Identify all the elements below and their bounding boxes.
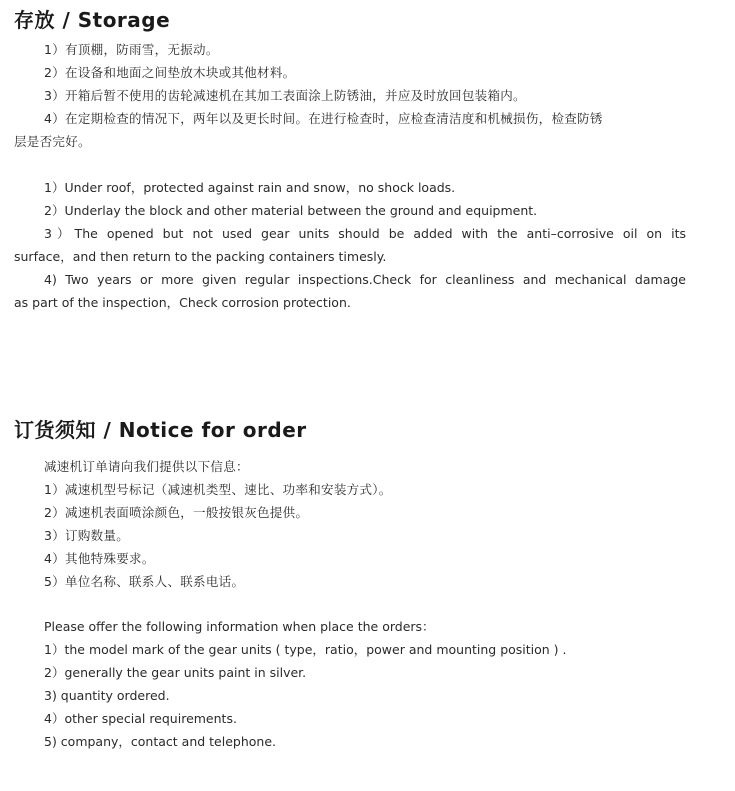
notice-cn-item-5: 5）单位名称、联系人、联系电话。 [44, 574, 245, 589]
storage-en-item-3-cont: surface，and then return to the packing containers timesly. [14, 249, 387, 264]
storage-cn-item-2: 2）在设备和地面之间垫放木块或其他材料。 [44, 65, 296, 80]
storage-heading: 存放 / Storage [14, 8, 171, 32]
storage-en-item-3: 3）The opened but not used gear units should be added with the anti–corrosive oil on its [44, 226, 686, 241]
storage-cn-item-4-cont: 层是否完好。 [14, 134, 91, 149]
notice-en-item-2: 2）generally the gear units paint in silver. [44, 665, 307, 680]
storage-cn-item-4: 4）在定期检查的情况下，两年以及更长时间。在进行检查时，应检查清洁度和机械损伤，检查防锈 [44, 111, 603, 126]
notice-cn-item-3: 3）订购数量。 [44, 528, 130, 543]
notice-cn-item-4: 4）其他特殊要求。 [44, 551, 155, 566]
storage-en-item-2: 2）Underlay the block and other material between the ground and equipment. [44, 203, 538, 218]
notice-cn-item-2: 2）减速机表面喷涂颜色，一般按银灰色提供。 [44, 505, 309, 520]
storage-cn-item-3: 3）开箱后暂不使用的齿轮减速机在其加工表面涂上防锈油，并应及时放回包装箱内。 [44, 88, 526, 103]
notice-en-item-3: 3) quantity ordered. [44, 688, 170, 703]
storage-en-item-1: 1）Under roof，protected against rain and snow，no shock loads. [44, 180, 456, 195]
storage-cn-item-1: 1）有顶棚，防雨雪，无振动。 [44, 42, 219, 57]
notice-en-item-4: 4）other special requirements. [44, 711, 237, 726]
notice-cn-item-1: 1）减速机型号标记（减速机类型、速比、功率和安装方式）。 [44, 482, 392, 497]
notice-heading: 订货须知 / Notice for order [14, 418, 307, 442]
storage-en-item-4-cont: as part of the inspection，Check corrosion protection. [14, 295, 351, 310]
notice-en-item-1: 1）the model mark of the gear units ( type，ratio，power and mounting position ) . [44, 642, 567, 657]
notice-en-intro: Please offer the following information when place the orders： [44, 619, 435, 634]
storage-en-item-4: 4) Two years or more given regular inspections.Check for cleanliness and mechanical damage [44, 272, 686, 287]
notice-en-item-5: 5) company，contact and telephone. [44, 734, 277, 749]
notice-cn-intro: 减速机订单请向我们提供以下信息： [44, 459, 249, 474]
